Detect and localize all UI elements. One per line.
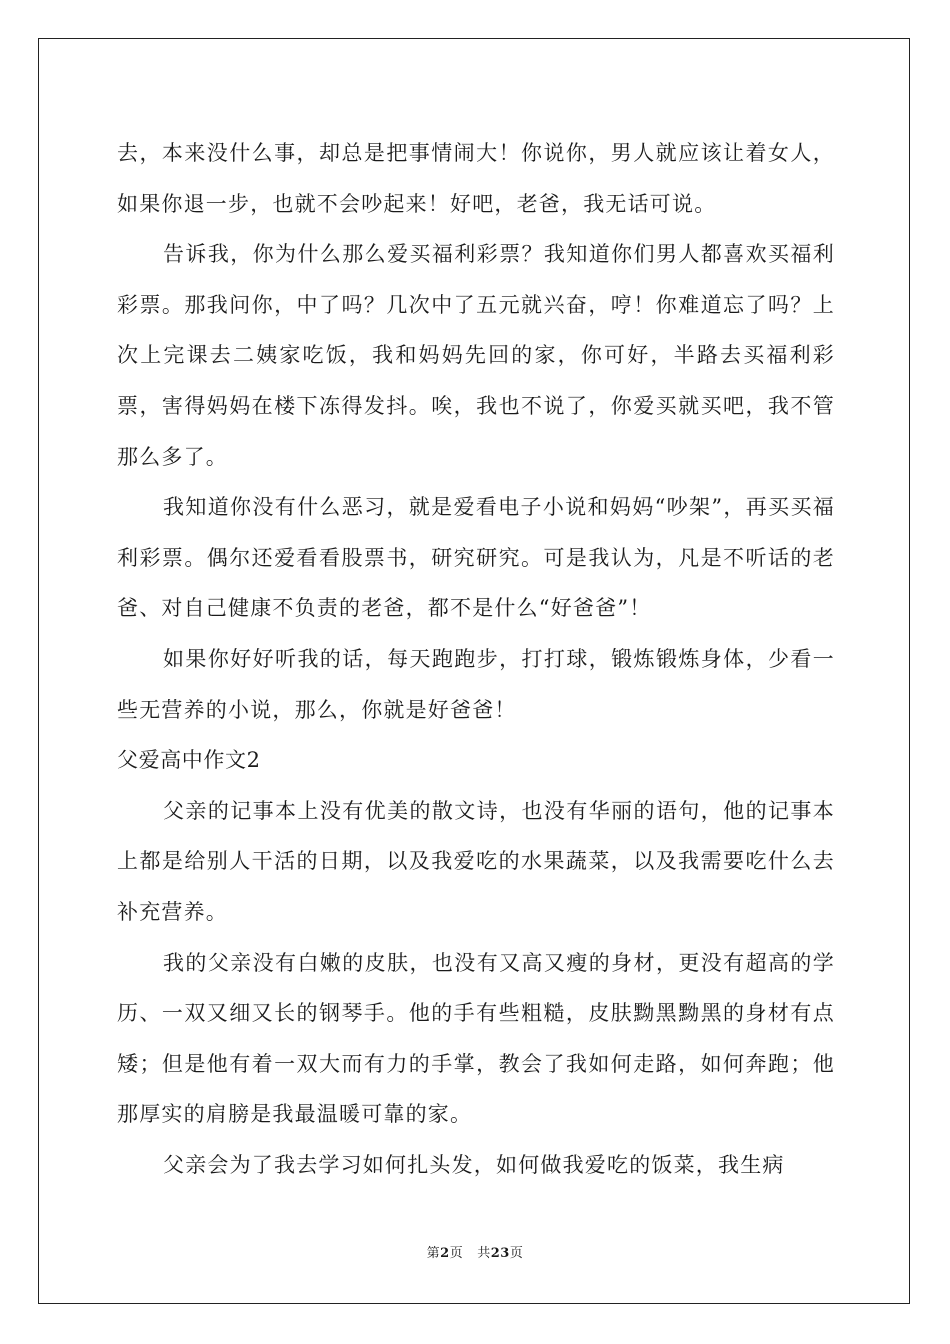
section-heading: 父爱高中作文2 bbox=[117, 748, 261, 773]
paragraph-5: 父亲的记事本上没有优美的散文诗，也没有华丽的语句，他的记事本上都是给别人干活的日期，以及我爱吃的水果蔬菜，以及我需要吃什么去补充营养。 bbox=[117, 798, 835, 924]
paragraph-2: 告诉我，你为什么那么爱买福利彩票？我知道你们男人都喜欢买福利彩票。那我问你，中了吗？几次中了五元就兴奋，哼！你难道忘了吗？上次上完课去二姨家吃饭，我和妈妈先回的家，你可好，半路去买福利彩票，害得妈妈在楼下冻得发抖。唉，我也不说了，你爱买就买吧，我不管那么多了。 bbox=[117, 242, 835, 469]
page-number: 2 bbox=[440, 1246, 450, 1261]
paragraph-4: 如果你好好听我的话，每天跑跑步，打打球，锻炼锻炼身体，少看一些无营养的小说，那么，你就是好爸爸！ bbox=[117, 646, 835, 722]
page-footer bbox=[0, 1245, 950, 1263]
document-body bbox=[117, 128, 835, 1190]
page-suffix: 页 bbox=[449, 1246, 464, 1261]
paragraph-3: 我知道你没有什么恶习，就是爱看电子小说和妈妈“吵架”，再买买福利彩票。偶尔还爱看看股票书，研究研究。可是我认为，凡是不听话的老爸、对自己健康不负责的老爸，都不是什么“好爸爸”！ bbox=[117, 495, 835, 621]
page-prefix: 第 bbox=[426, 1246, 441, 1261]
paragraph-6: 我的父亲没有白嫩的皮肤，也没有又高又瘦的身材，更没有超高的学历、一双又细又长的钢琴手。他的手有些粗糙，皮肤黝黑黝黑的身材有点矮；但是他有着一双大而有力的手掌，教会了我如何走路，如何奔跑；他那厚实的肩膀是我最温暖可靠的家。 bbox=[117, 950, 835, 1127]
paragraph-1: 去，本来没什么事，却总是把事情闹大！你说你，男人就应该让着女人，如果你退一步，也就不会吵起来！好吧，老爸，我无话可说。 bbox=[117, 141, 835, 216]
paragraph-7: 父亲会为了我去学习如何扎头发，如何做我爱吃的饭菜，我生病 bbox=[163, 1152, 785, 1177]
total-suffix: 页 bbox=[509, 1246, 524, 1261]
total-pages: 23 bbox=[490, 1246, 510, 1261]
total-prefix: 共 bbox=[477, 1246, 491, 1261]
